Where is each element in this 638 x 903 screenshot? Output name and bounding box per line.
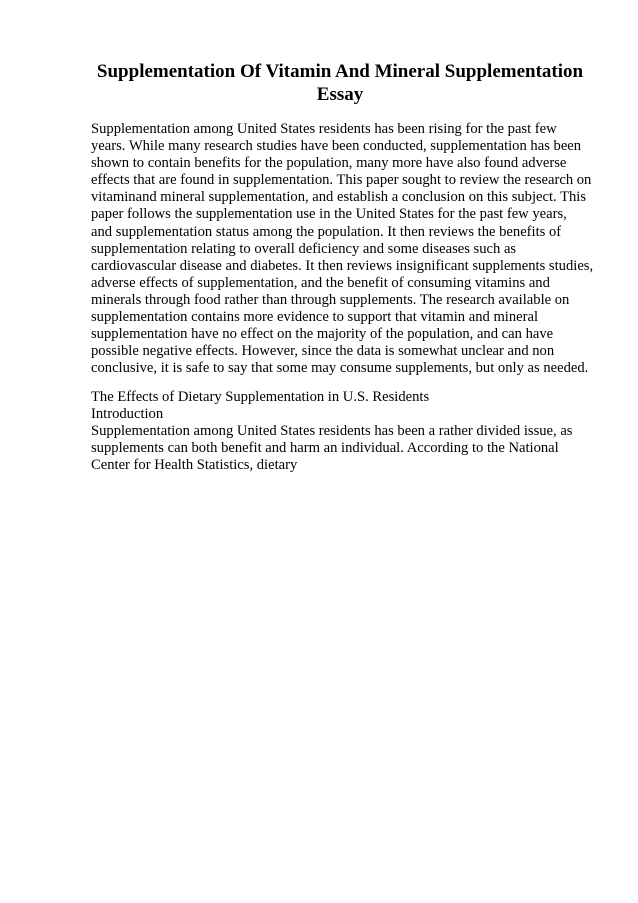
abstract-line: supplementation relating to overall deficiency and some diseases such as: [91, 240, 517, 257]
abstract-line: and supplementation status among the population. It then reviews the benefits of: [91, 223, 562, 240]
abstract-line: Supplementation among United States residents has been rising for the past few: [91, 121, 557, 137]
introduction-heading: Introduction: [91, 406, 164, 423]
intro-line: Center for Health Statistics, dietary: [91, 457, 298, 474]
abstract-paragraph: [91, 121, 601, 377]
abstract-line: adverse effects of supplementation, and the benefit of consuming vitamins and: [91, 274, 550, 291]
essay-body: [91, 389, 601, 474]
abstract-line: supplementation contains more evidence to support that vitamin and mineral: [91, 309, 539, 326]
abstract-line: minerals through food rather than through supplements. The research available on: [91, 291, 570, 308]
abstract-line: vitaminand mineral supplementation, and establish a conclusion on this subject. This: [91, 189, 587, 206]
intro-line: supplements can both benefit and harm an individual. According to the National: [91, 440, 559, 457]
abstract-line: paper follows the supplementation use in the United States for the past few years,: [91, 206, 567, 223]
abstract-line: supplementation have no effect on the majority of the population, and can have: [91, 326, 554, 343]
intro-line: Supplementation among United States residents has been a rather divided issue, as: [91, 423, 573, 440]
abstract-line: shown to contain benefits for the population, many more have also found adverse: [91, 155, 567, 172]
abstract-line: conclusive, it is safe to say that some may consume supplements, but only as needed.: [91, 360, 589, 377]
document-title: [80, 60, 600, 106]
abstract-line: effects that are found in supplementation. This paper sought to review the research on: [91, 172, 592, 189]
abstract-line: possible negative effects. However, since the data is somewhat unclear and non: [91, 343, 555, 360]
abstract-line: cardiovascular disease and diabetes. It then reviews insignificant supplements studies,: [91, 257, 594, 274]
title-line: Supplementation Of Vitamin And Mineral Supplementation: [96, 61, 584, 82]
abstract-line: years. While many research studies have been conducted, supplementation has been: [91, 138, 582, 155]
title-line: Essay: [316, 84, 364, 105]
section-heading: The Effects of Dietary Supplementation in U.S. Residents: [91, 389, 430, 405]
